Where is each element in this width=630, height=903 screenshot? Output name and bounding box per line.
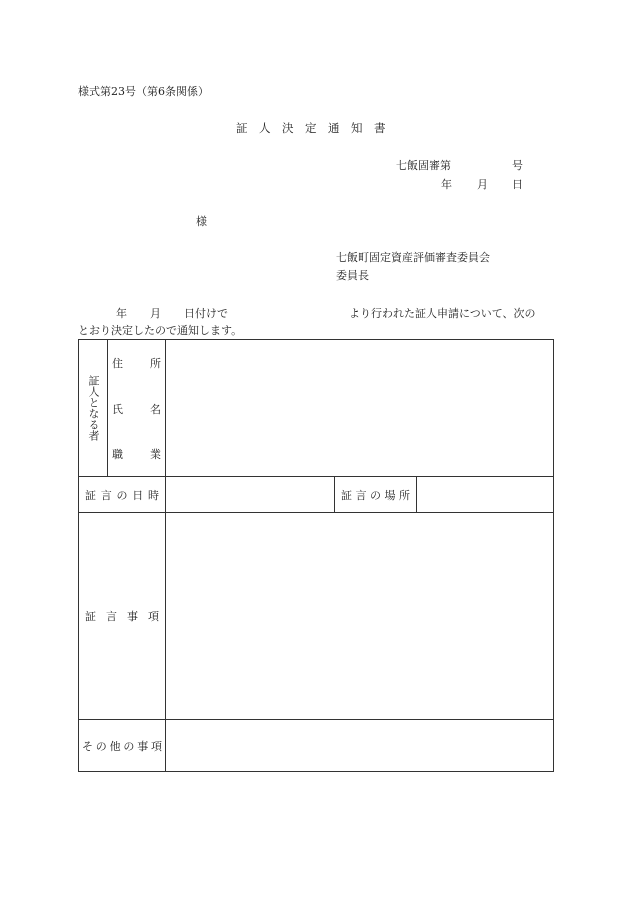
testimony-date-label: 証 言 の 日 時	[85, 488, 159, 502]
document-title: 証 人 決 定 通 知 書	[236, 121, 386, 135]
testimony-place-label-cell	[335, 477, 417, 513]
name-label: 氏 名	[112, 402, 161, 416]
issue-number-suffix: 号	[512, 159, 523, 172]
other-matters-value[interactable]	[166, 720, 554, 772]
body-line1-rest: より行われた証人申請について、次の	[349, 307, 536, 320]
testimony-matters-label: 証 言 事 項	[85, 610, 159, 623]
issue-office-number	[396, 157, 451, 173]
witness-header-cell	[79, 340, 108, 477]
issue-month: 月	[477, 178, 488, 191]
address-label-cell	[108, 340, 166, 386]
testimony-place-value[interactable]	[417, 477, 554, 513]
job-label: 職 業	[112, 447, 161, 461]
addressee-suffix: 様	[196, 215, 207, 228]
testimony-place-label: 証 言 の 場 所	[341, 488, 410, 502]
witness-form-table	[78, 339, 554, 772]
testimony-date-value[interactable]	[166, 477, 335, 513]
name-label-cell	[108, 386, 166, 432]
body-dated: 日付けで	[184, 307, 228, 320]
sender-role: 委員長	[336, 269, 369, 282]
issue-office: 七飯固審第	[396, 159, 451, 172]
form-number: 様式第23号（第6条関係）	[78, 85, 209, 98]
issue-day: 日	[512, 178, 523, 191]
address-label: 住 所	[112, 356, 161, 370]
testimony-date-label-cell	[79, 477, 166, 513]
other-matters-label-cell	[79, 720, 166, 772]
body-month: 月	[150, 307, 161, 320]
testimony-matters-label-cell	[79, 513, 166, 720]
testimony-matters-value[interactable]	[166, 513, 554, 720]
body-line2: とおり決定したので通知します。	[78, 324, 243, 337]
witness-value-cell[interactable]	[166, 340, 554, 477]
other-matters-label: そ の 他 の 事 項	[82, 739, 162, 753]
body-year: 年	[116, 307, 127, 320]
issue-year: 年	[441, 178, 452, 191]
sender-committee: 七飯町固定資産評価審査委員会	[336, 251, 490, 264]
job-label-cell	[108, 432, 166, 477]
witness-header: 証人となる者	[87, 375, 100, 441]
